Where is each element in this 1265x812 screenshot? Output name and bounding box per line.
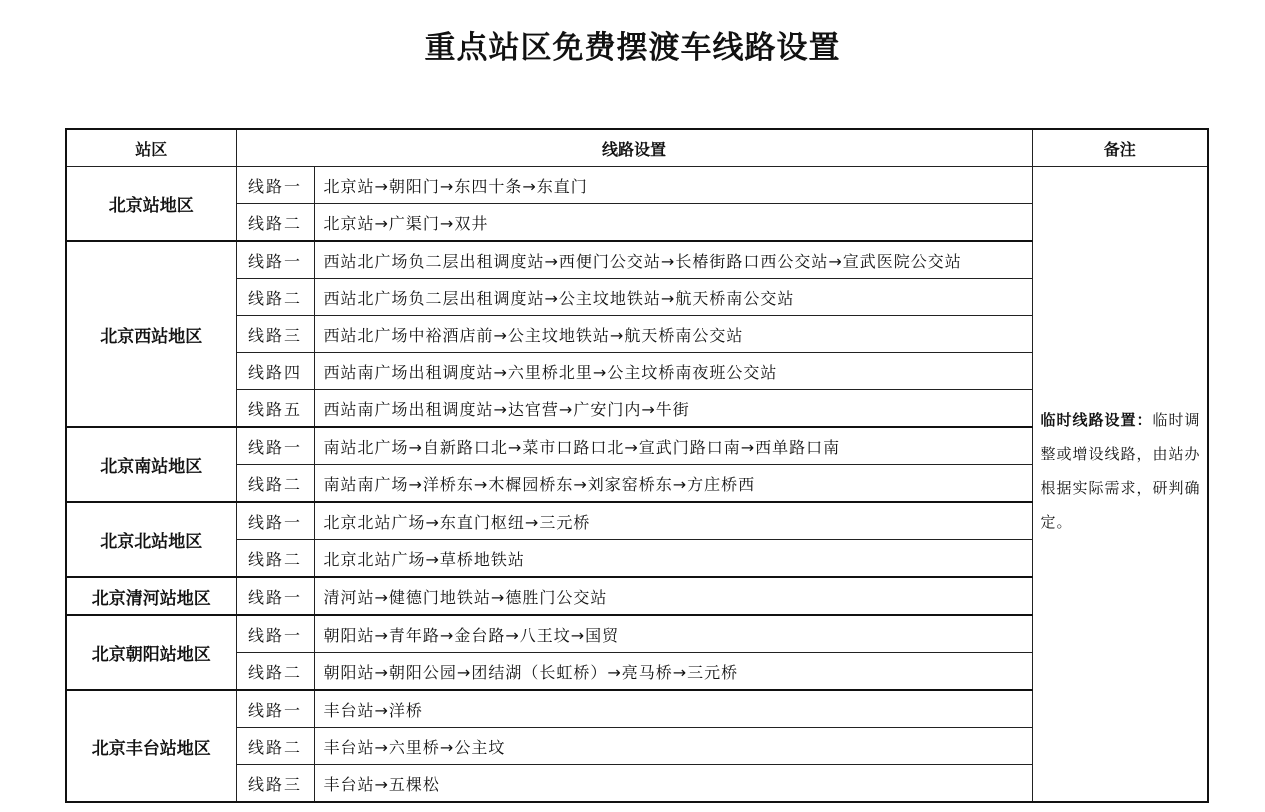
line-label: 线路一 bbox=[236, 167, 314, 204]
region-cell: 北京西站地区 bbox=[66, 241, 236, 427]
line-label: 线路二 bbox=[236, 279, 314, 316]
line-label: 线路三 bbox=[236, 316, 314, 353]
route-cell: 丰台站→五棵松 bbox=[314, 765, 1032, 803]
region-cell: 北京站地区 bbox=[66, 167, 236, 242]
region-cell: 北京丰台站地区 bbox=[66, 690, 236, 802]
line-label: 线路一 bbox=[236, 241, 314, 279]
line-label: 线路一 bbox=[236, 690, 314, 728]
route-cell: 西站北广场中裕酒店前→公主坟地铁站→航天桥南公交站 bbox=[314, 316, 1032, 353]
region-cell: 北京朝阳站地区 bbox=[66, 615, 236, 690]
note-heading: 临时线路设置： bbox=[1040, 411, 1153, 429]
page-title: 重点站区免费摆渡车线路设置 bbox=[424, 30, 841, 66]
line-label: 线路二 bbox=[236, 465, 314, 503]
route-cell: 清河站→健德门地铁站→德胜门公交站 bbox=[314, 577, 1032, 615]
header-station: 站区 bbox=[66, 129, 236, 167]
line-label: 线路五 bbox=[236, 390, 314, 428]
route-cell: 北京北站广场→草桥地铁站 bbox=[314, 540, 1032, 578]
note-text: 临时调整或增设线路，由站办根据实际需求，研判确定。 bbox=[1040, 411, 1201, 531]
note-cell bbox=[1032, 167, 1208, 803]
route-cell: 北京站→广渠门→双井 bbox=[314, 204, 1032, 242]
line-label: 线路二 bbox=[236, 204, 314, 242]
line-label: 线路一 bbox=[236, 615, 314, 653]
route-cell: 丰台站→六里桥→公主坟 bbox=[314, 728, 1032, 765]
header-note: 备注 bbox=[1032, 129, 1208, 167]
table-row bbox=[66, 167, 1208, 204]
region-cell: 北京南站地区 bbox=[66, 427, 236, 502]
line-label: 线路二 bbox=[236, 653, 314, 691]
route-cell: 朝阳站→朝阳公园→团结湖（长虹桥）→亮马桥→三元桥 bbox=[314, 653, 1032, 691]
table-body bbox=[66, 167, 1208, 803]
route-cell: 南站北广场→自新路口北→菜市口路口北→宣武门路口南→西单路口南 bbox=[314, 427, 1032, 465]
route-cell: 北京站→朝阳门→东四十条→东直门 bbox=[314, 167, 1032, 204]
shuttle-route-table bbox=[65, 128, 1209, 803]
line-label: 线路一 bbox=[236, 427, 314, 465]
route-cell: 丰台站→洋桥 bbox=[314, 690, 1032, 728]
route-cell: 西站北广场负二层出租调度站→西便门公交站→长椿街路口西公交站→宣武医院公交站 bbox=[314, 241, 1032, 279]
region-cell: 北京北站地区 bbox=[66, 502, 236, 577]
line-label: 线路四 bbox=[236, 353, 314, 390]
route-cell: 北京北站广场→东直门枢纽→三元桥 bbox=[314, 502, 1032, 540]
region-cell: 北京清河站地区 bbox=[66, 577, 236, 615]
line-label: 线路一 bbox=[236, 577, 314, 615]
route-cell: 西站南广场出租调度站→六里桥北里→公主坟桥南夜班公交站 bbox=[314, 353, 1032, 390]
route-cell: 南站南广场→洋桥东→木樨园桥东→刘家窑桥东→方庄桥西 bbox=[314, 465, 1032, 503]
header-route: 线路设置 bbox=[236, 129, 1032, 167]
route-cell: 西站南广场出租调度站→达官营→广安门内→牛街 bbox=[314, 390, 1032, 428]
line-label: 线路一 bbox=[236, 502, 314, 540]
route-cell: 西站北广场负二层出租调度站→公主坟地铁站→航天桥南公交站 bbox=[314, 279, 1032, 316]
route-cell: 朝阳站→青年路→金台路→八王坟→国贸 bbox=[314, 615, 1032, 653]
line-label: 线路三 bbox=[236, 765, 314, 803]
line-label: 线路二 bbox=[236, 540, 314, 578]
line-label: 线路二 bbox=[236, 728, 314, 765]
